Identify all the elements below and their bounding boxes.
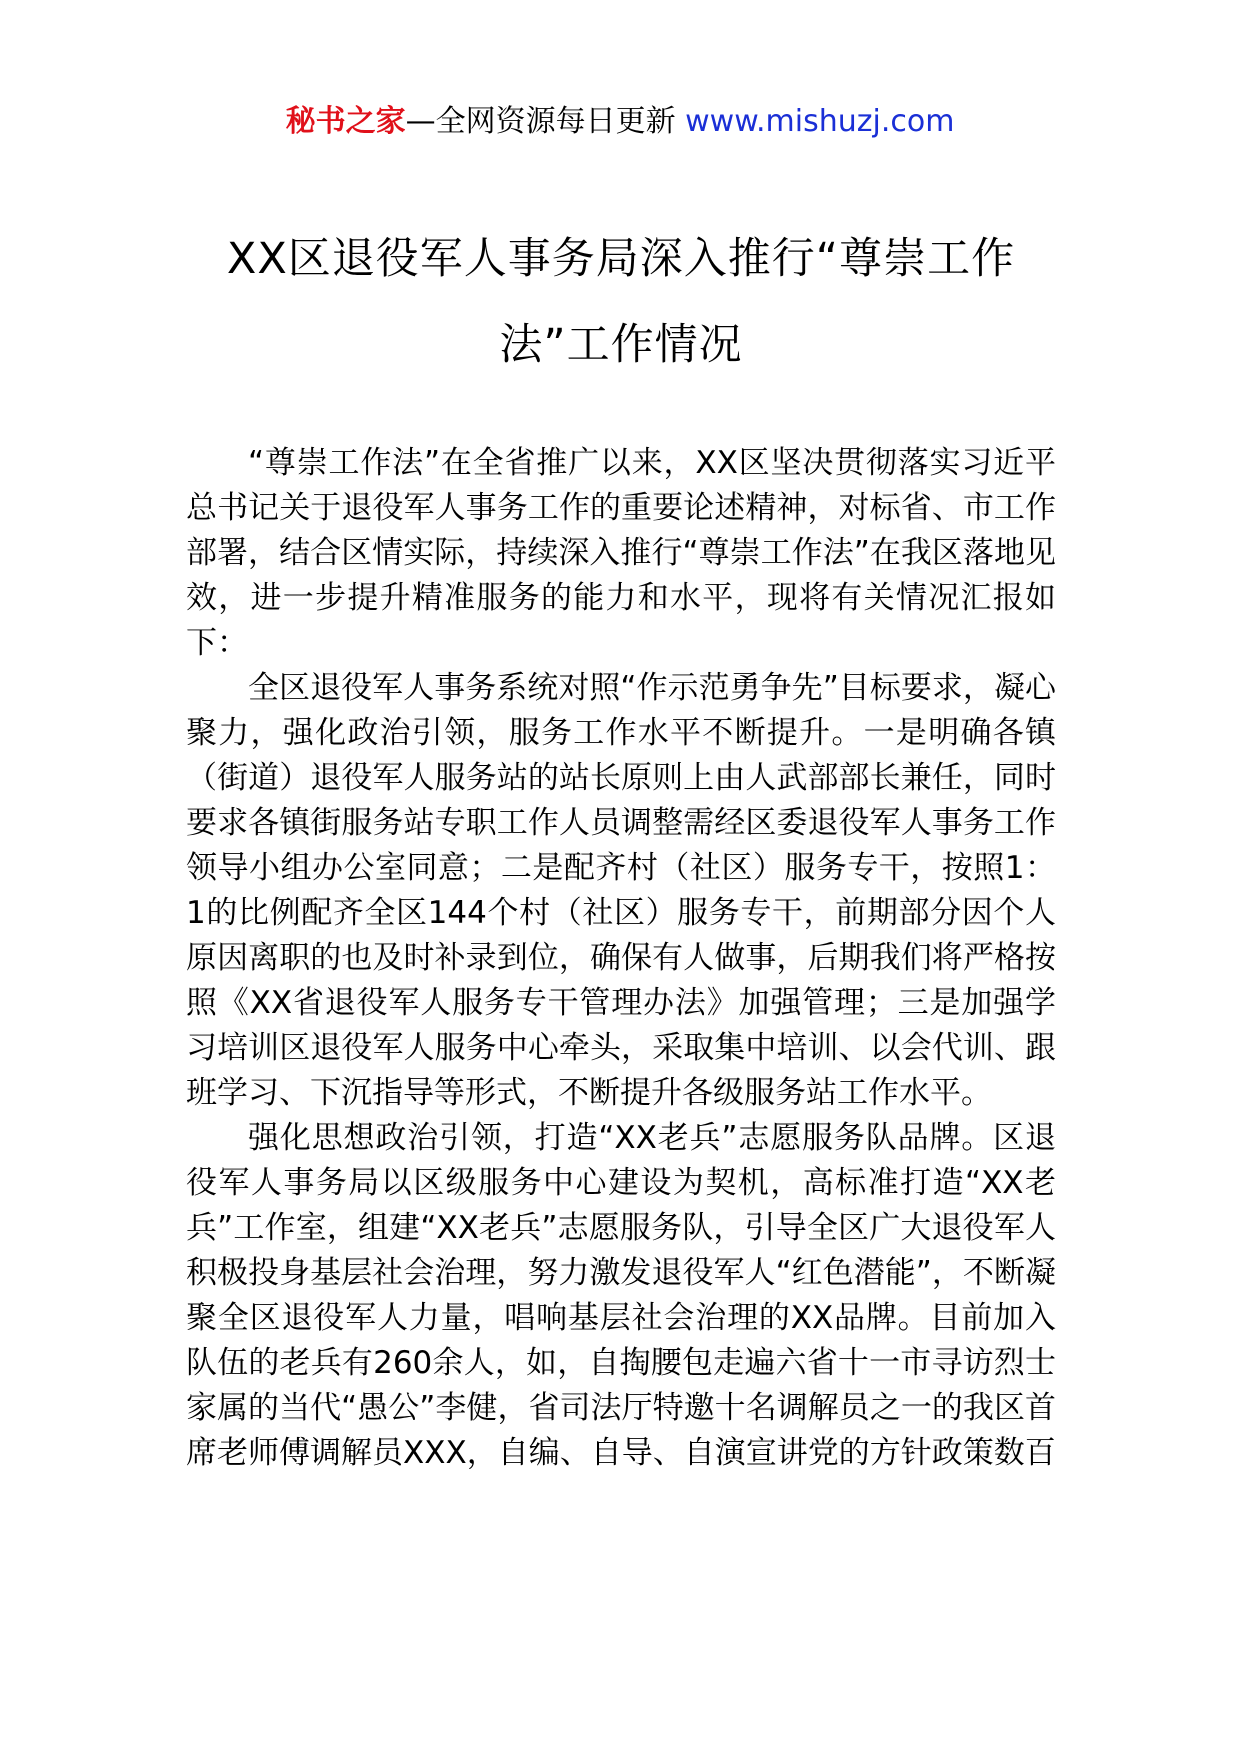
page-header [0,100,1240,144]
paragraph: 强化思想政治引领，打造“XX老兵”志愿服务队品牌。区退役军人事务局以区级服务中心建设为契机，高标准打造“XX老兵”工作室，组建“XX老兵”志愿服务队，引导全区广大退役军人积极投身基层社会治理，努力激发退役军人“红色潜能”，不断凝聚全区退役军人力量，唱响基层社会治理的XX品牌。目前加入队伍的老兵有260余人，如，自掏腰包走遍六省十一市寻访烈士家属的当代“愚公”李健，省司法厅特邀十名调解员之一的我区首席老师傅调解员XXX，自编、自导、自演宣讲党的方针政策数百 [186,1120,1056,1471]
document-title: XX区退役军人事务局深入推行“尊崇工作法”工作情况 [226,234,1016,370]
document-body [186,441,1056,1476]
brand-name: 秘书之家 [285,104,406,139]
header-tagline: —全网资源每日更新 [405,104,686,139]
paragraph: “尊崇工作法”在全省推广以来，XX区坚决贯彻落实习近平总书记关于退役军人事务工作的重要论述精神，对标省、市工作部署，结合区情实际，持续深入推行“尊崇工作法”在我区落地见效，进一步提升精准服务的能力和水平，现将有关情况汇报如下： [186,445,1056,661]
paragraph: 全区退役军人事务系统对照“作示范勇争先”目标要求，凝心聚力，强化政治引领，服务工作水平不断提升。一是明确各镇（街道）退役军人服务站的站长原则上由人武部部长兼任，同时要求各镇街服务站专职工作人员调整需经区委退役军人事务工作领导小组办公室同意；二是配齐村（社区）服务专干，按照1：1的比例配齐全区144个村（社区）服务专干，前期部分因个人原因离职的也及时补录到位，确保有人做事，后期我们将严格按照《XX省退役军人服务专干管理办法》加强管理；三是加强学习培训区退役军人服务中心牵头，采取集中培训、以会代训、跟班学习、下沉指导等形式，不断提升各级服务站工作水平。 [186,670,1056,1111]
site-url-link[interactable]: www.mishuzj.com [685,104,955,139]
